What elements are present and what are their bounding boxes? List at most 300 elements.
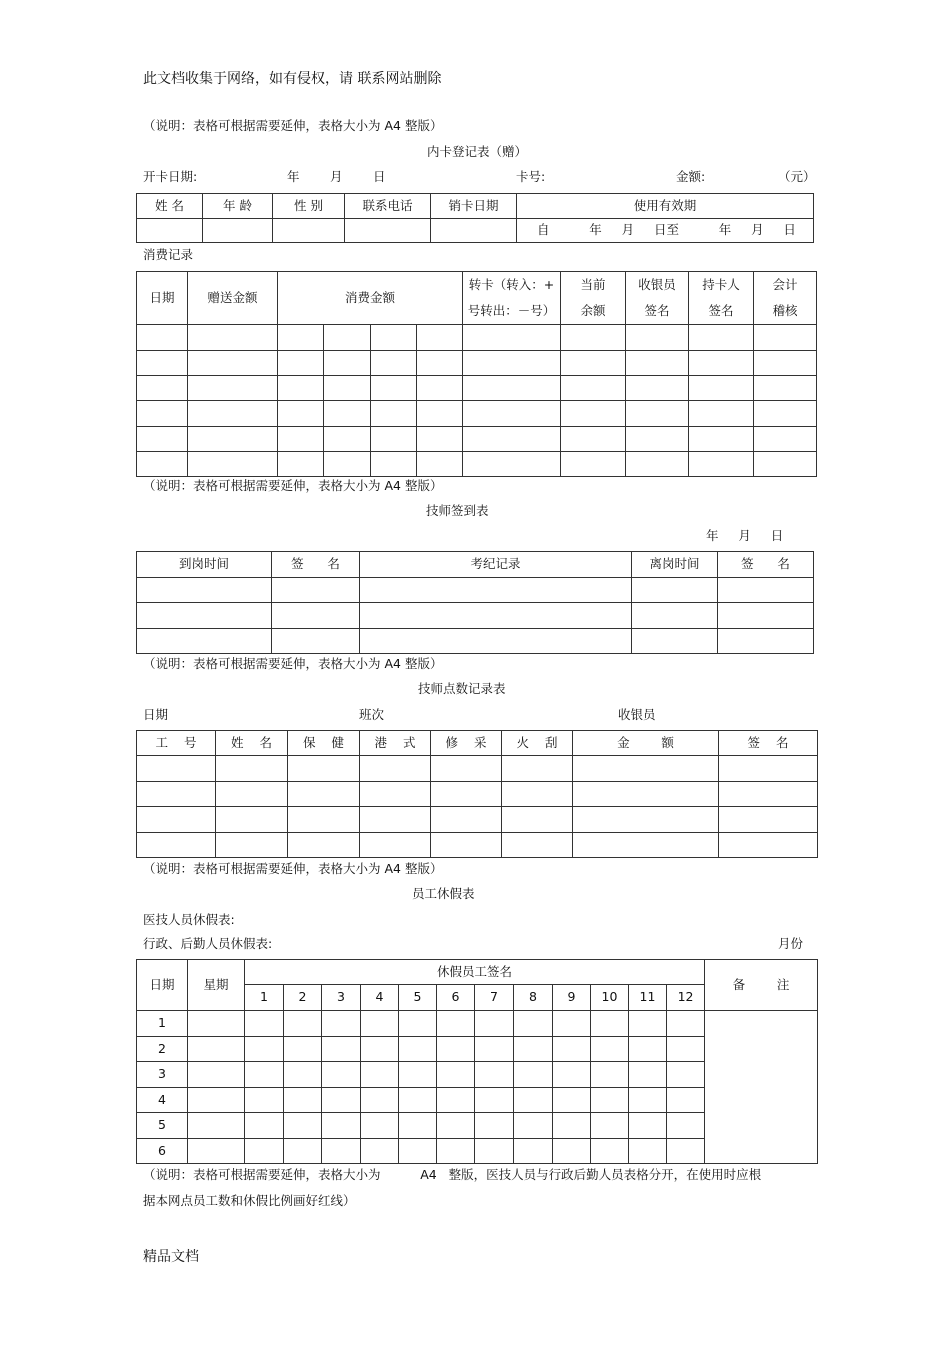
remark-cell[interactable] <box>705 1011 818 1164</box>
cell[interactable] <box>322 1113 361 1139</box>
col-cashier <box>626 272 689 325</box>
cell[interactable] <box>591 1037 629 1062</box>
col-num: 10 <box>591 985 629 1011</box>
cell[interactable] <box>591 1139 629 1164</box>
col-health: 保 健 <box>288 731 360 756</box>
open-date-day: 日 <box>373 169 386 184</box>
cell[interactable] <box>718 578 814 603</box>
col-num: 11 <box>629 985 667 1011</box>
cell[interactable] <box>361 1139 399 1164</box>
signin-title: 技师签到表 <box>426 503 489 518</box>
col-fire-scrape: 火 刮 <box>502 731 573 756</box>
col-num: 6 <box>437 985 475 1011</box>
amount-label: 金额: <box>676 169 706 184</box>
cell[interactable] <box>399 1088 437 1113</box>
cell-gender[interactable] <box>273 219 345 243</box>
points-cashier-label: 收银员 <box>618 707 656 722</box>
table-row <box>137 427 817 452</box>
points-table <box>136 730 818 858</box>
cell[interactable] <box>689 351 754 376</box>
transfer-line-1: 转卡（转入：+ <box>468 277 555 292</box>
note-card: （说明：表格可根据需要延伸，表格大小为 A4 整版） <box>143 118 443 133</box>
holder-line-2: 签名 <box>708 303 734 318</box>
cell[interactable] <box>553 1062 591 1088</box>
col-balance <box>561 272 626 325</box>
cell[interactable] <box>284 1037 322 1062</box>
cell[interactable] <box>629 1113 667 1139</box>
cell[interactable] <box>431 807 502 833</box>
card-no-label: 卡号: <box>516 169 546 184</box>
cell[interactable] <box>417 452 463 477</box>
table-row <box>137 401 817 427</box>
col-gift: 赠送金额 <box>188 272 278 325</box>
cell[interactable] <box>417 325 463 351</box>
cell[interactable] <box>514 1088 553 1113</box>
cell[interactable] <box>417 351 463 376</box>
cell[interactable] <box>689 325 754 351</box>
cell[interactable] <box>514 1062 553 1088</box>
cell[interactable] <box>371 427 417 452</box>
cell[interactable] <box>689 427 754 452</box>
admin-leave-label: 行政、后勤人员休假表: <box>143 936 273 951</box>
cell[interactable] <box>626 325 689 351</box>
cell[interactable] <box>188 452 278 477</box>
cell[interactable] <box>245 1113 284 1139</box>
cell[interactable] <box>272 603 360 629</box>
col-leave-time: 离岗时间 <box>632 552 718 578</box>
cell[interactable] <box>463 376 561 401</box>
cell[interactable] <box>371 325 417 351</box>
cell[interactable] <box>245 1088 284 1113</box>
col-remark: 备 注 <box>705 960 818 1011</box>
cell[interactable] <box>475 1088 514 1113</box>
cell[interactable] <box>754 351 817 376</box>
cell[interactable] <box>632 603 718 629</box>
col-num: 7 <box>475 985 514 1011</box>
cell[interactable] <box>137 427 188 452</box>
table-row <box>137 807 818 833</box>
page-header: 此文档收集于网络，如有侵权，请 联系网站删除 <box>143 71 442 87</box>
cell[interactable] <box>591 1011 629 1037</box>
cell[interactable] <box>573 833 719 858</box>
cell[interactable] <box>322 1062 361 1088</box>
cell[interactable] <box>463 325 561 351</box>
cell[interactable] <box>502 807 573 833</box>
consume-table <box>136 271 817 477</box>
cell[interactable] <box>417 401 463 427</box>
cell[interactable] <box>216 833 288 858</box>
cell[interactable] <box>188 401 278 427</box>
cell[interactable] <box>188 325 278 351</box>
cell[interactable] <box>137 351 188 376</box>
cell[interactable] <box>245 1139 284 1164</box>
cell[interactable] <box>463 427 561 452</box>
cell[interactable] <box>188 1088 245 1113</box>
cell[interactable] <box>324 351 371 376</box>
cell[interactable] <box>137 325 188 351</box>
signin-table <box>136 551 814 654</box>
cell[interactable] <box>502 756 573 782</box>
table-row <box>137 376 817 401</box>
cell-name[interactable] <box>137 219 203 243</box>
cell[interactable] <box>137 578 272 603</box>
table-row <box>137 629 814 654</box>
cell[interactable] <box>667 1113 705 1139</box>
col-discipline: 考纪记录 <box>360 552 632 578</box>
page-footer: 精品文档 <box>143 1249 199 1265</box>
cell[interactable] <box>137 603 272 629</box>
col-leave-date: 日期 <box>137 960 188 1011</box>
cell[interactable] <box>553 1139 591 1164</box>
table-row <box>137 452 817 477</box>
cell[interactable] <box>137 452 188 477</box>
cell[interactable] <box>284 1088 322 1113</box>
cell[interactable] <box>591 1062 629 1088</box>
cell[interactable] <box>284 1139 322 1164</box>
cell[interactable] <box>626 376 689 401</box>
col-transfer <box>463 272 561 325</box>
leave-note-1: （说明：表格可根据需要延伸，表格大小为 A4 整版，医技人员与行政后勤人员表格分开，在使用时应根 <box>143 1167 762 1182</box>
col-num: 9 <box>553 985 591 1011</box>
cell[interactable] <box>561 351 626 376</box>
cell[interactable] <box>719 833 818 858</box>
cell[interactable] <box>216 782 288 807</box>
cell[interactable] <box>417 376 463 401</box>
cell[interactable] <box>137 629 272 654</box>
cell[interactable] <box>561 376 626 401</box>
col-spend: 消费金额 <box>278 272 463 325</box>
col-weekday: 星期 <box>188 960 245 1011</box>
cell[interactable] <box>324 376 371 401</box>
col-num: 4 <box>361 985 399 1011</box>
cell[interactable] <box>591 1088 629 1113</box>
cell[interactable] <box>629 1037 667 1062</box>
cell[interactable] <box>216 756 288 782</box>
cell[interactable] <box>322 1139 361 1164</box>
cell[interactable] <box>361 1088 399 1113</box>
cell[interactable] <box>754 376 817 401</box>
cell[interactable] <box>399 1011 437 1037</box>
cell[interactable] <box>437 1088 475 1113</box>
cell[interactable] <box>475 1062 514 1088</box>
cell[interactable] <box>278 401 324 427</box>
cell[interactable] <box>502 782 573 807</box>
cell[interactable] <box>629 1062 667 1088</box>
col-amount: 金 额 <box>573 731 719 756</box>
col-validity: 使用有效期 <box>517 194 814 219</box>
cell[interactable] <box>629 1011 667 1037</box>
cell[interactable] <box>689 401 754 427</box>
cell[interactable] <box>475 1037 514 1062</box>
cell[interactable] <box>360 629 632 654</box>
cell[interactable] <box>360 756 431 782</box>
cell[interactable] <box>754 401 817 427</box>
cell[interactable] <box>463 401 561 427</box>
col-arrive-time: 到岗时间 <box>137 552 272 578</box>
row-number: 3 <box>137 1062 188 1088</box>
col-phone: 联系电话 <box>345 194 431 219</box>
cell[interactable] <box>502 833 573 858</box>
cell[interactable] <box>553 1113 591 1139</box>
cell[interactable] <box>216 807 288 833</box>
col-num: 8 <box>514 985 553 1011</box>
transfer-line-2: 号转出：－号） <box>467 303 556 318</box>
cell[interactable] <box>245 1062 284 1088</box>
cell[interactable] <box>278 325 324 351</box>
cell[interactable] <box>188 427 278 452</box>
cashier-line-1: 收银员 <box>638 277 676 292</box>
cell-phone[interactable] <box>345 219 431 243</box>
note-points: （说明：表格可根据需要延伸，表格大小为 A4 整版） <box>143 656 443 671</box>
cell[interactable] <box>626 351 689 376</box>
cell[interactable] <box>431 756 502 782</box>
col-audit <box>754 272 817 325</box>
cell[interactable] <box>324 401 371 427</box>
col-name: 姓 名 <box>137 194 203 219</box>
open-date-month: 月 <box>330 169 343 184</box>
card-table <box>136 193 814 243</box>
cell[interactable] <box>514 1139 553 1164</box>
cell[interactable] <box>417 427 463 452</box>
cell[interactable] <box>288 756 360 782</box>
balance-line-2: 余额 <box>580 303 606 318</box>
signin-date: 年 月 日 <box>706 528 784 543</box>
cell[interactable] <box>553 1088 591 1113</box>
cell[interactable] <box>245 1037 284 1062</box>
cell[interactable] <box>371 351 417 376</box>
card-title: 内卡登记表（赠） <box>427 144 528 159</box>
cell[interactable] <box>322 1011 361 1037</box>
cell[interactable] <box>573 807 719 833</box>
cell[interactable] <box>324 452 371 477</box>
cell[interactable] <box>188 376 278 401</box>
cell[interactable] <box>463 452 561 477</box>
points-date-label: 日期 <box>143 707 169 722</box>
cell[interactable] <box>431 833 502 858</box>
cell[interactable] <box>719 756 818 782</box>
col-gender: 性 别 <box>273 194 345 219</box>
cell[interactable] <box>667 1062 705 1088</box>
cell[interactable] <box>514 1011 553 1037</box>
col-cancel-date: 销卡日期 <box>431 194 517 219</box>
cell[interactable] <box>573 756 719 782</box>
cell[interactable] <box>553 1011 591 1037</box>
cell[interactable] <box>437 1062 475 1088</box>
cell[interactable] <box>667 1139 705 1164</box>
cell[interactable] <box>272 578 360 603</box>
cell[interactable] <box>514 1113 553 1139</box>
cell[interactable] <box>561 452 626 477</box>
cell[interactable] <box>278 427 324 452</box>
cell[interactable] <box>322 1088 361 1113</box>
cell[interactable] <box>288 782 360 807</box>
cell[interactable] <box>324 325 371 351</box>
cell[interactable] <box>371 452 417 477</box>
cell[interactable] <box>719 782 818 807</box>
col-hk-style: 港 式 <box>360 731 431 756</box>
cell[interactable] <box>361 1037 399 1062</box>
row-number: 6 <box>137 1139 188 1164</box>
cell[interactable] <box>188 351 278 376</box>
cell[interactable] <box>718 629 814 654</box>
cell[interactable] <box>360 782 431 807</box>
balance-line-1: 当前 <box>580 277 606 292</box>
cashier-line-2: 签名 <box>644 303 670 318</box>
row-number: 5 <box>137 1113 188 1139</box>
col-staff-name: 姓 名 <box>216 731 288 756</box>
leave-title: 员工休假表 <box>412 886 475 901</box>
note-signin: （说明：表格可根据需要延伸，表格大小为 A4 整版） <box>143 478 443 493</box>
cell[interactable] <box>399 1139 437 1164</box>
cell[interactable] <box>284 1011 322 1037</box>
cell[interactable] <box>629 1088 667 1113</box>
cell[interactable] <box>632 629 718 654</box>
col-num: 3 <box>322 985 361 1011</box>
cell[interactable] <box>689 376 754 401</box>
cell[interactable] <box>137 782 216 807</box>
col-num: 12 <box>667 985 705 1011</box>
cell-validity[interactable]: 自 年 月 日至 年 月 日 <box>517 219 814 243</box>
consume-label: 消费记录 <box>143 247 194 262</box>
table-row <box>137 578 814 603</box>
cell[interactable] <box>137 376 188 401</box>
cell[interactable] <box>667 1011 705 1037</box>
cell[interactable] <box>754 325 817 351</box>
col-signature: 签 名 <box>719 731 818 756</box>
cell[interactable] <box>137 401 188 427</box>
table-row <box>137 782 818 807</box>
row-number: 1 <box>137 1011 188 1037</box>
cell[interactable] <box>371 401 417 427</box>
col-num: 2 <box>284 985 322 1011</box>
col-trim: 修 采 <box>431 731 502 756</box>
leave-note-2: 据本网点员工数和休假比例画好红线） <box>143 1193 356 1208</box>
cell[interactable] <box>632 578 718 603</box>
audit-line-1: 会计 <box>772 277 798 292</box>
cell[interactable] <box>626 427 689 452</box>
cell[interactable] <box>754 427 817 452</box>
row-number: 2 <box>137 1037 188 1062</box>
cell[interactable] <box>463 351 561 376</box>
cell[interactable] <box>573 782 719 807</box>
col-date: 日期 <box>137 272 188 325</box>
table-row <box>137 1011 818 1037</box>
table-row <box>137 325 817 351</box>
cell[interactable] <box>361 1062 399 1088</box>
cell[interactable] <box>754 452 817 477</box>
cell[interactable] <box>188 1139 245 1164</box>
cell[interactable] <box>360 833 431 858</box>
col-num: 5 <box>399 985 437 1011</box>
cell[interactable] <box>626 401 689 427</box>
table-row <box>137 603 814 629</box>
col-num: 1 <box>245 985 284 1011</box>
cell[interactable] <box>360 578 632 603</box>
col-staff-no: 工 号 <box>137 731 216 756</box>
col-leave-sign: 休假员工签名 <box>245 960 705 985</box>
cell[interactable] <box>284 1062 322 1088</box>
cell[interactable] <box>689 452 754 477</box>
cell[interactable] <box>288 833 360 858</box>
cell[interactable] <box>137 756 216 782</box>
cell[interactable] <box>437 1037 475 1062</box>
cell[interactable] <box>272 629 360 654</box>
cell[interactable] <box>188 1062 245 1088</box>
cell[interactable] <box>322 1037 361 1062</box>
cell[interactable] <box>399 1113 437 1139</box>
cell[interactable] <box>561 401 626 427</box>
cell[interactable] <box>719 807 818 833</box>
cell[interactable] <box>361 1113 399 1139</box>
cell[interactable] <box>188 1037 245 1062</box>
cell[interactable] <box>245 1011 284 1037</box>
open-date-label: 开卡日期: <box>143 169 198 184</box>
cell[interactable] <box>399 1062 437 1088</box>
cell[interactable] <box>431 782 502 807</box>
table-row <box>137 756 818 782</box>
cell[interactable] <box>278 351 324 376</box>
cell[interactable] <box>553 1037 591 1062</box>
cell[interactable] <box>324 427 371 452</box>
cell[interactable] <box>475 1011 514 1037</box>
cell[interactable] <box>514 1037 553 1062</box>
cell[interactable] <box>626 452 689 477</box>
cell[interactable] <box>437 1011 475 1037</box>
points-title: 技师点数记录表 <box>418 681 506 696</box>
note-leave: （说明：表格可根据需要延伸，表格大小为 A4 整版） <box>143 861 443 876</box>
col-holder <box>689 272 754 325</box>
cell[interactable] <box>561 325 626 351</box>
cell[interactable] <box>284 1113 322 1139</box>
cell[interactable] <box>591 1113 629 1139</box>
cell[interactable] <box>360 807 431 833</box>
cell[interactable] <box>475 1139 514 1164</box>
cell-age[interactable] <box>203 219 273 243</box>
open-date-year: 年 <box>287 169 300 184</box>
cell[interactable] <box>561 427 626 452</box>
cell[interactable] <box>360 603 632 629</box>
cell[interactable] <box>629 1139 667 1164</box>
cell[interactable] <box>475 1113 514 1139</box>
audit-line-2: 稽核 <box>772 303 798 318</box>
col-sign-2: 签 名 <box>718 552 814 578</box>
cell[interactable] <box>188 1011 245 1037</box>
cell[interactable] <box>667 1037 705 1062</box>
cell[interactable] <box>278 376 324 401</box>
cell[interactable] <box>371 376 417 401</box>
cell[interactable] <box>137 833 216 858</box>
month-label: 月份 <box>778 936 804 951</box>
cell[interactable] <box>399 1037 437 1062</box>
cell[interactable] <box>437 1139 475 1164</box>
medical-leave-label: 医技人员休假表: <box>143 912 235 927</box>
col-sign-1: 签 名 <box>272 552 360 578</box>
cell[interactable] <box>361 1011 399 1037</box>
table-row <box>137 833 818 858</box>
cell[interactable] <box>278 452 324 477</box>
row-number: 4 <box>137 1088 188 1113</box>
cell[interactable] <box>137 807 216 833</box>
cell[interactable] <box>288 807 360 833</box>
points-shift-label: 班次 <box>359 707 385 722</box>
cell-cancel-date[interactable] <box>431 219 517 243</box>
cell[interactable] <box>667 1088 705 1113</box>
leave-table <box>136 959 818 1164</box>
yuan-label: （元） <box>778 169 816 184</box>
cell[interactable] <box>437 1113 475 1139</box>
cell[interactable] <box>718 603 814 629</box>
cell[interactable] <box>188 1113 245 1139</box>
